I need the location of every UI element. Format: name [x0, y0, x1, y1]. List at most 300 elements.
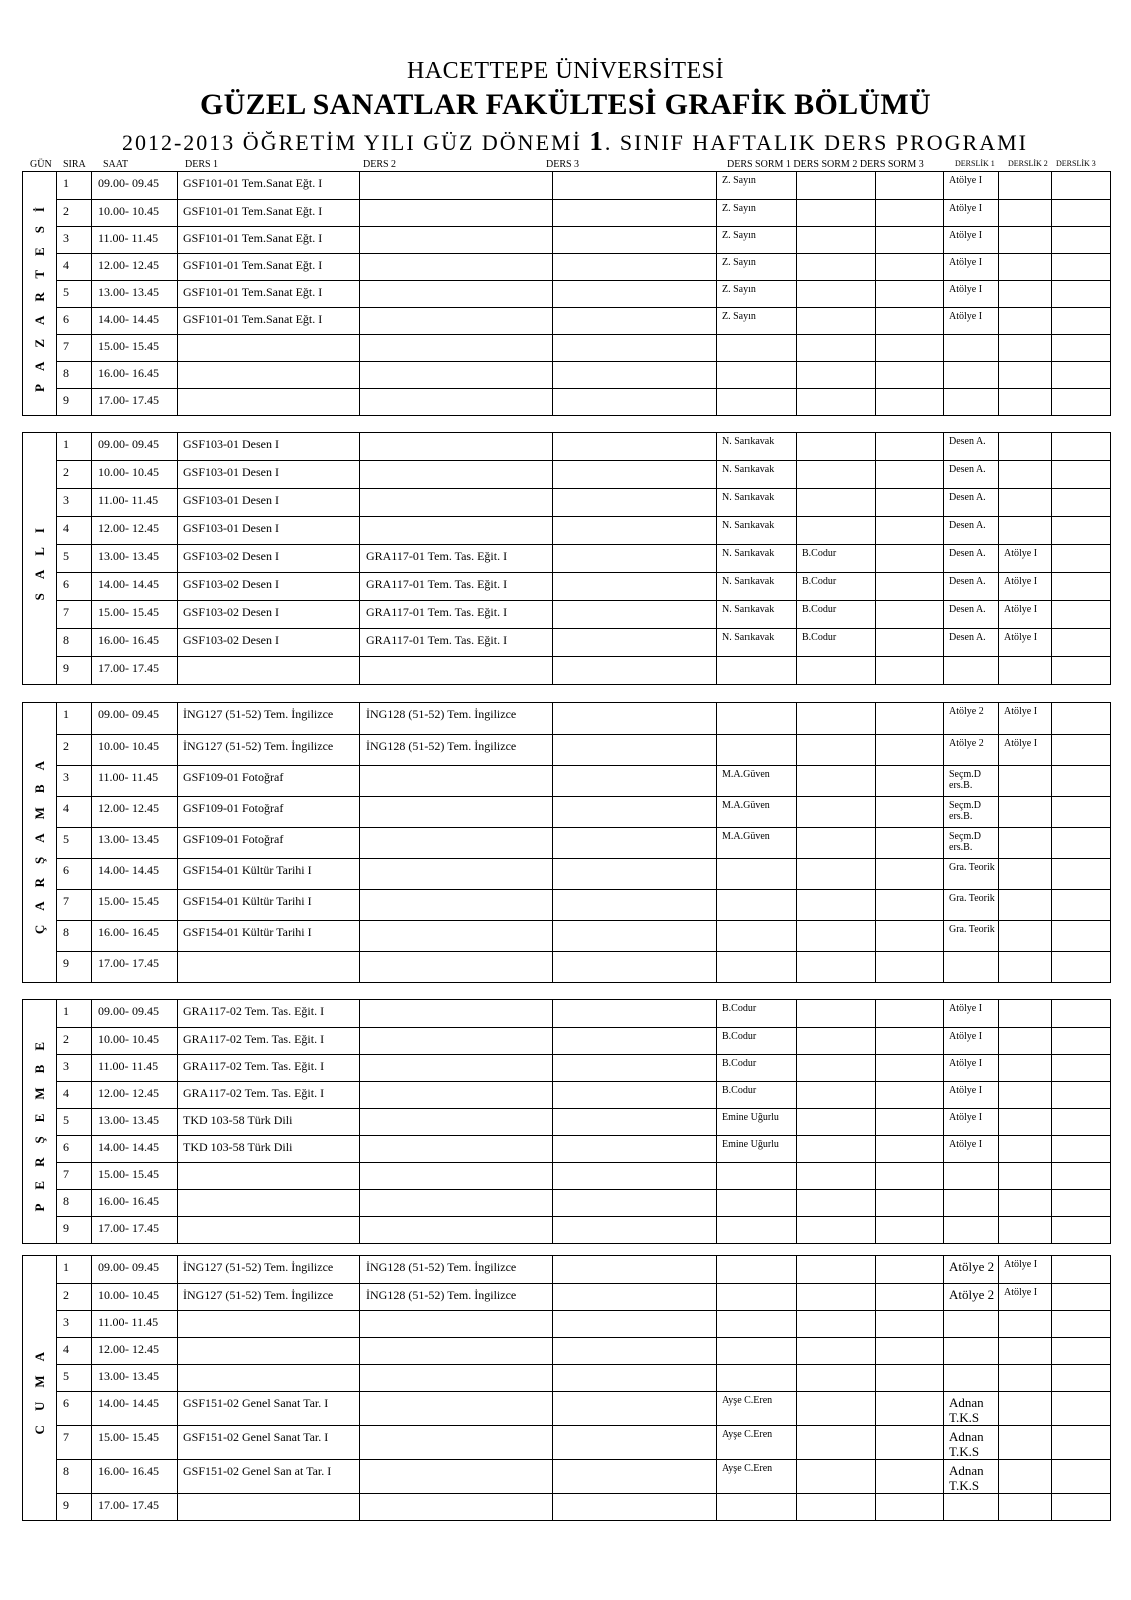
sira-cell: 8	[57, 362, 92, 389]
ders1-cell	[178, 657, 360, 685]
ders3-cell	[553, 890, 717, 921]
day-label-cell	[23, 1000, 57, 1244]
saat-cell: 12.00- 12.45	[92, 797, 178, 828]
ders3-cell	[553, 1494, 717, 1521]
table-row	[23, 1338, 1111, 1365]
sorm2-cell	[797, 1338, 876, 1365]
ders1-cell: GSF154-01 Kültür Tarihi I	[178, 859, 360, 890]
sorm1-cell	[717, 703, 797, 735]
table-row	[23, 545, 1111, 573]
ders1-cell	[178, 335, 360, 362]
saat-cell: 13.00- 13.45	[92, 828, 178, 859]
sorm1-cell: Emine Uğurlu	[717, 1136, 797, 1163]
ders3-cell	[553, 735, 717, 766]
sira-cell: 2	[57, 735, 92, 766]
table-row	[23, 601, 1111, 629]
derslik3-cell	[1052, 433, 1111, 461]
sorm3-cell	[876, 254, 944, 281]
table-row	[23, 629, 1111, 657]
ders2-cell	[360, 362, 553, 389]
col-header-saat: SAAT	[103, 159, 129, 170]
sorm1-cell: N. Sarıkavak	[717, 433, 797, 461]
sorm2-cell	[797, 172, 876, 200]
sorm3-cell	[876, 1028, 944, 1055]
sira-cell: 6	[57, 308, 92, 335]
table-row	[23, 952, 1111, 983]
derslik3-cell	[1052, 766, 1111, 797]
table-row	[23, 200, 1111, 227]
sorm3-cell	[876, 657, 944, 685]
sorm3-cell	[876, 735, 944, 766]
saat-cell: 12.00- 12.45	[92, 254, 178, 281]
ders2-cell: GRA117-01 Tem. Tas. Eğit. I	[360, 601, 553, 629]
derslik2-cell	[999, 890, 1052, 921]
ders3-cell	[553, 657, 717, 685]
sira-cell: 3	[57, 766, 92, 797]
sira-cell: 9	[57, 389, 92, 416]
sorm2-cell	[797, 1494, 876, 1521]
ders1-cell: GSF103-02 Desen I	[178, 545, 360, 573]
sira-cell: 7	[57, 601, 92, 629]
ders3-cell	[553, 461, 717, 489]
derslik2-cell	[999, 1460, 1052, 1494]
sira-cell: 9	[57, 1217, 92, 1244]
ders2-cell	[360, 517, 553, 545]
sorm2-cell	[797, 797, 876, 828]
sorm2-cell	[797, 890, 876, 921]
table-row	[23, 1055, 1111, 1082]
ders1-cell	[178, 1365, 360, 1392]
sorm1-cell	[717, 1311, 797, 1338]
saat-cell: 14.00- 14.45	[92, 573, 178, 601]
sorm1-cell: B.Codur	[717, 1028, 797, 1055]
saat-cell: 10.00- 10.45	[92, 1028, 178, 1055]
derslik3-cell	[1052, 890, 1111, 921]
ders3-cell	[553, 227, 717, 254]
derslik1-cell: Adnan T.K.S	[944, 1392, 999, 1426]
saat-cell: 16.00- 16.45	[92, 1460, 178, 1494]
table-row	[23, 657, 1111, 685]
derslik3-cell	[1052, 200, 1111, 227]
derslik3-cell	[1052, 362, 1111, 389]
derslik1-cell: Adnan T.K.S	[944, 1460, 999, 1494]
sorm1-cell: Ayşe C.Eren	[717, 1460, 797, 1494]
col-header-derslik1: DERSLİK 1	[955, 159, 995, 168]
saat-cell: 11.00- 11.45	[92, 766, 178, 797]
ders3-cell	[553, 1284, 717, 1311]
ders2-cell	[360, 1392, 553, 1426]
col-header-derslik2: DERSLİK 2	[1008, 159, 1048, 168]
sorm3-cell	[876, 797, 944, 828]
day-label-cell	[23, 172, 57, 416]
ders2-cell	[360, 828, 553, 859]
sorm2-cell	[797, 766, 876, 797]
program-title	[95, 126, 1055, 157]
ders1-cell: GSF103-02 Desen I	[178, 573, 360, 601]
sorm2-cell	[797, 517, 876, 545]
ders1-cell: GSF154-01 Kültür Tarihi I	[178, 921, 360, 952]
sorm3-cell	[876, 1109, 944, 1136]
sira-cell: 7	[57, 1163, 92, 1190]
saat-cell: 15.00- 15.45	[92, 335, 178, 362]
derslik1-cell	[944, 1494, 999, 1521]
sorm3-cell	[876, 1284, 944, 1311]
derslik1-cell: Desen A.	[944, 629, 999, 657]
ders2-cell	[360, 1460, 553, 1494]
derslik3-cell	[1052, 308, 1111, 335]
sorm1-cell: Z. Sayın	[717, 172, 797, 200]
ders3-cell	[553, 517, 717, 545]
sorm1-cell: N. Sarıkavak	[717, 461, 797, 489]
sorm3-cell	[876, 766, 944, 797]
sira-cell: 9	[57, 1494, 92, 1521]
sira-cell: 6	[57, 859, 92, 890]
derslik1-cell	[944, 335, 999, 362]
ders1-cell: GSF151-02 Genel Sanat Tar. I	[178, 1392, 360, 1426]
table-row	[23, 227, 1111, 254]
ders3-cell	[553, 1256, 717, 1284]
table-row	[23, 517, 1111, 545]
ders1-cell: İNG127 (51-52) Tem. İngilizce	[178, 735, 360, 766]
table-row	[23, 461, 1111, 489]
sorm1-cell	[717, 1284, 797, 1311]
derslik3-cell	[1052, 545, 1111, 573]
sorm2-cell	[797, 254, 876, 281]
derslik1-cell: Desen A.	[944, 517, 999, 545]
ders2-cell	[360, 766, 553, 797]
ders1-cell	[178, 362, 360, 389]
derslik2-cell	[999, 1000, 1052, 1028]
sorm1-cell: Z. Sayın	[717, 281, 797, 308]
table-row	[23, 1109, 1111, 1136]
derslik3-cell	[1052, 1055, 1111, 1082]
sorm3-cell	[876, 1055, 944, 1082]
derslik3-cell	[1052, 1136, 1111, 1163]
table-row	[23, 1163, 1111, 1190]
saat-cell: 15.00- 15.45	[92, 890, 178, 921]
derslik1-cell: Atölye I	[944, 1109, 999, 1136]
col-header-sorm: DERS SORM 1 DERS SORM 2 DERS SORM 3	[727, 159, 924, 170]
sorm3-cell	[876, 545, 944, 573]
ders2-cell	[360, 952, 553, 983]
derslik2-cell	[999, 1082, 1052, 1109]
sira-cell: 3	[57, 489, 92, 517]
derslik1-cell: Atölye 2	[944, 1256, 999, 1284]
derslik2-cell: Atölye I	[999, 601, 1052, 629]
derslik2-cell	[999, 172, 1052, 200]
sorm3-cell	[876, 1365, 944, 1392]
ders1-cell: GSF103-01 Desen I	[178, 517, 360, 545]
derslik1-cell	[944, 1163, 999, 1190]
ders1-cell: GSF103-01 Desen I	[178, 433, 360, 461]
table-row	[23, 1256, 1111, 1284]
sorm2-cell	[797, 859, 876, 890]
derslik1-cell: Atölye I	[944, 172, 999, 200]
derslik1-cell: Desen A.	[944, 601, 999, 629]
sorm2-cell	[797, 1311, 876, 1338]
derslik1-cell: Desen A.	[944, 433, 999, 461]
day-name: PAZARTESİ	[32, 192, 47, 392]
day-name: SALI	[32, 513, 47, 601]
derslik1-cell: Desen A.	[944, 461, 999, 489]
table-row	[23, 1217, 1111, 1244]
sorm3-cell	[876, 1163, 944, 1190]
ders2-cell	[360, 254, 553, 281]
saat-cell: 09.00- 09.45	[92, 1256, 178, 1284]
table-row	[23, 308, 1111, 335]
ders2-cell	[360, 335, 553, 362]
sorm3-cell	[876, 517, 944, 545]
saat-cell: 17.00- 17.45	[92, 389, 178, 416]
saat-cell: 14.00- 14.45	[92, 859, 178, 890]
ders2-cell	[360, 1000, 553, 1028]
derslik1-cell	[944, 1311, 999, 1338]
sira-cell: 3	[57, 1055, 92, 1082]
sorm3-cell	[876, 308, 944, 335]
table-row	[23, 1136, 1111, 1163]
ders2-cell	[360, 1163, 553, 1190]
sorm3-cell	[876, 389, 944, 416]
sira-cell: 8	[57, 629, 92, 657]
sorm2-cell	[797, 1109, 876, 1136]
sorm1-cell	[717, 335, 797, 362]
ders1-cell	[178, 1217, 360, 1244]
sorm2-cell	[797, 1426, 876, 1460]
sorm1-cell	[717, 1163, 797, 1190]
sorm3-cell	[876, 703, 944, 735]
ders3-cell	[553, 952, 717, 983]
saat-cell: 16.00- 16.45	[92, 921, 178, 952]
ders1-cell: GSF151-02 Genel San at Tar. I	[178, 1460, 360, 1494]
derslik3-cell	[1052, 1256, 1111, 1284]
ders2-cell	[360, 1028, 553, 1055]
sorm2-cell	[797, 703, 876, 735]
derslik2-cell	[999, 1365, 1052, 1392]
derslik2-cell	[999, 1055, 1052, 1082]
sorm2-cell	[797, 921, 876, 952]
col-header-ders2: DERS 2	[363, 159, 397, 170]
sira-cell: 5	[57, 1109, 92, 1136]
derslik1-cell: Atölye I	[944, 1055, 999, 1082]
derslik1-cell	[944, 362, 999, 389]
sorm2-cell	[797, 1217, 876, 1244]
derslik3-cell	[1052, 1000, 1111, 1028]
derslik3-cell	[1052, 1217, 1111, 1244]
sorm1-cell	[717, 1217, 797, 1244]
ders1-cell: GSF101-01 Tem.Sanat Eğt. I	[178, 227, 360, 254]
derslik3-cell	[1052, 335, 1111, 362]
ders1-cell: GSF101-01 Tem.Sanat Eğt. I	[178, 254, 360, 281]
sorm3-cell	[876, 859, 944, 890]
derslik1-cell: Atölye I	[944, 1136, 999, 1163]
sira-cell: 4	[57, 517, 92, 545]
ders3-cell	[553, 1109, 717, 1136]
sorm2-cell	[797, 433, 876, 461]
table-row	[23, 254, 1111, 281]
sira-cell: 8	[57, 1460, 92, 1494]
sorm1-cell: Z. Sayın	[717, 254, 797, 281]
saat-cell: 17.00- 17.45	[92, 952, 178, 983]
derslik2-cell: Atölye I	[999, 703, 1052, 735]
derslik1-cell: Atölye I	[944, 200, 999, 227]
ders3-cell	[553, 335, 717, 362]
ders3-cell	[553, 573, 717, 601]
sira-cell: 1	[57, 1000, 92, 1028]
derslik3-cell	[1052, 1082, 1111, 1109]
ders1-cell: GSF103-02 Desen I	[178, 629, 360, 657]
derslik2-cell: Atölye I	[999, 573, 1052, 601]
saat-cell: 12.00- 12.45	[92, 1082, 178, 1109]
sorm3-cell	[876, 1000, 944, 1028]
sira-cell: 7	[57, 335, 92, 362]
saat-cell: 09.00- 09.45	[92, 703, 178, 735]
ders1-cell: GSF103-01 Desen I	[178, 489, 360, 517]
derslik1-cell: Desen A.	[944, 545, 999, 573]
sorm2-cell	[797, 1136, 876, 1163]
derslik3-cell	[1052, 1392, 1111, 1426]
ders1-cell: GSF103-02 Desen I	[178, 601, 360, 629]
sorm1-cell	[717, 1256, 797, 1284]
ders3-cell	[553, 797, 717, 828]
derslik3-cell	[1052, 517, 1111, 545]
saat-cell: 10.00- 10.45	[92, 735, 178, 766]
table-row	[23, 489, 1111, 517]
sorm1-cell: Emine Uğurlu	[717, 1109, 797, 1136]
sira-cell: 4	[57, 1338, 92, 1365]
ders3-cell	[553, 1338, 717, 1365]
sorm3-cell	[876, 1082, 944, 1109]
ders1-cell: GSF154-01 Kültür Tarihi I	[178, 890, 360, 921]
derslik2-cell	[999, 254, 1052, 281]
sira-cell: 2	[57, 1028, 92, 1055]
day-name: PERŞEMBE	[32, 1028, 47, 1212]
sorm2-cell	[797, 362, 876, 389]
ders3-cell	[553, 1217, 717, 1244]
program-title-pre: 2012-2013 ÖĞRETİM YILI GÜZ DÖNEMİ	[121, 130, 590, 155]
ders2-cell	[360, 461, 553, 489]
derslik2-cell: Atölye I	[999, 735, 1052, 766]
sorm1-cell: N. Sarıkavak	[717, 601, 797, 629]
derslik3-cell	[1052, 1365, 1111, 1392]
saat-cell: 14.00- 14.45	[92, 1392, 178, 1426]
table-row	[23, 389, 1111, 416]
sira-cell: 3	[57, 1311, 92, 1338]
ders2-cell	[360, 1494, 553, 1521]
saat-cell: 13.00- 13.45	[92, 1109, 178, 1136]
program-class-number: 1	[589, 126, 605, 156]
derslik1-cell: Adnan T.K.S	[944, 1426, 999, 1460]
derslik3-cell	[1052, 1028, 1111, 1055]
sira-cell: 5	[57, 545, 92, 573]
derslik1-cell: Atölye I	[944, 254, 999, 281]
sorm1-cell	[717, 1365, 797, 1392]
day-label-cell	[23, 1256, 57, 1521]
saat-cell: 13.00- 13.45	[92, 281, 178, 308]
derslik2-cell	[999, 952, 1052, 983]
col-header-gun: GÜN	[30, 159, 52, 170]
ders3-cell	[553, 1028, 717, 1055]
table-row	[23, 797, 1111, 828]
derslik1-cell	[944, 1217, 999, 1244]
ders1-cell	[178, 952, 360, 983]
sorm3-cell	[876, 489, 944, 517]
derslik3-cell	[1052, 389, 1111, 416]
sorm1-cell	[717, 890, 797, 921]
derslik2-cell	[999, 461, 1052, 489]
sorm2-cell	[797, 1000, 876, 1028]
col-header-derslik3: DERSLİK 3	[1056, 159, 1096, 168]
ders3-cell	[553, 1000, 717, 1028]
derslik3-cell	[1052, 254, 1111, 281]
program-title-post: . SINIF HAFTALIK DERS PROGRAMI	[604, 130, 1028, 155]
sorm2-cell: B.Codur	[797, 601, 876, 629]
ders2-cell	[360, 308, 553, 335]
ders2-cell	[360, 657, 553, 685]
sorm1-cell: M.A.Güven	[717, 828, 797, 859]
derslik3-cell	[1052, 952, 1111, 983]
sorm2-cell	[797, 1163, 876, 1190]
sira-cell: 4	[57, 1082, 92, 1109]
derslik2-cell	[999, 433, 1052, 461]
sorm1-cell: Z. Sayın	[717, 227, 797, 254]
derslik2-cell	[999, 517, 1052, 545]
ders2-cell	[360, 797, 553, 828]
ders1-cell: GSF103-01 Desen I	[178, 461, 360, 489]
sorm2-cell	[797, 1256, 876, 1284]
derslik2-cell	[999, 657, 1052, 685]
derslik3-cell	[1052, 629, 1111, 657]
table-row	[23, 1460, 1111, 1494]
sorm3-cell	[876, 890, 944, 921]
ders3-cell	[553, 828, 717, 859]
table-row	[23, 1028, 1111, 1055]
sorm3-cell	[876, 629, 944, 657]
ders3-cell	[553, 1055, 717, 1082]
sorm2-cell	[797, 461, 876, 489]
derslik1-cell: Seçm.D ers.B.	[944, 766, 999, 797]
derslik2-cell	[999, 281, 1052, 308]
ders3-cell	[553, 1365, 717, 1392]
ders2-cell	[360, 200, 553, 227]
sira-cell: 1	[57, 172, 92, 200]
ders1-cell	[178, 1494, 360, 1521]
table-row	[23, 766, 1111, 797]
saat-cell: 15.00- 15.45	[92, 1163, 178, 1190]
sorm3-cell	[876, 573, 944, 601]
ders3-cell	[553, 281, 717, 308]
sorm1-cell: Ayşe C.Eren	[717, 1392, 797, 1426]
sorm1-cell: Z. Sayın	[717, 308, 797, 335]
sorm2-cell	[797, 1055, 876, 1082]
sorm1-cell	[717, 952, 797, 983]
saat-cell: 11.00- 11.45	[92, 227, 178, 254]
ders2-cell: İNG128 (51-52) Tem. İngilizce	[360, 735, 553, 766]
sorm1-cell	[717, 657, 797, 685]
derslik3-cell	[1052, 1494, 1111, 1521]
ders2-cell: GRA117-01 Tem. Tas. Eğit. I	[360, 545, 553, 573]
derslik2-cell: Atölye I	[999, 545, 1052, 573]
sira-cell: 9	[57, 952, 92, 983]
ders2-cell	[360, 1426, 553, 1460]
derslik2-cell	[999, 1136, 1052, 1163]
saat-cell: 17.00- 17.45	[92, 657, 178, 685]
sorm3-cell	[876, 1392, 944, 1426]
ders3-cell	[553, 1460, 717, 1494]
derslik3-cell	[1052, 461, 1111, 489]
ders2-cell	[360, 1055, 553, 1082]
saat-cell: 09.00- 09.45	[92, 172, 178, 200]
ders2-cell	[360, 1190, 553, 1217]
